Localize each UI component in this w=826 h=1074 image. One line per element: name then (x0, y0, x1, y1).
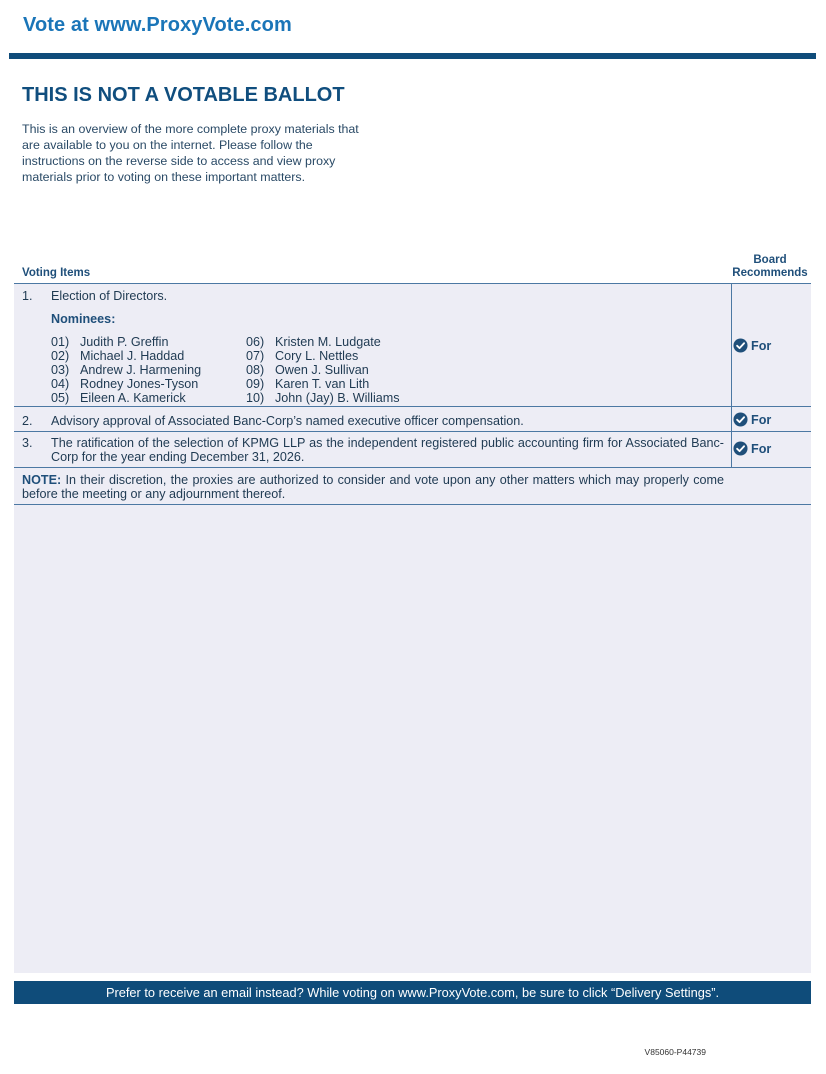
nominee-number: 05) (51, 391, 70, 405)
footer-message: Prefer to receive an email instead? While voting on www.ProxyVote.com, be sure to click “Delivery Settings”. (105, 985, 720, 1000)
note-text: In their discretion, the proxies are authorized to consider and vote upon any other matters which may properly come before the meeting or any adjournment thereof. (22, 473, 725, 501)
board-header-line2: Recommends (732, 267, 808, 279)
nominee (246, 349, 358, 363)
nominee-number: 08) (246, 363, 265, 377)
note-label: NOTE: (22, 473, 62, 487)
board-header-line1: Board (753, 254, 787, 266)
nominee-name: Andrew J. Harmening (80, 363, 202, 377)
recommendation-for (733, 338, 771, 353)
check-circle-icon (733, 441, 748, 456)
nominee-name: John (Jay) B. Williams (275, 391, 400, 405)
nominee-name: Karen T. van Lith (275, 377, 370, 391)
row-divider (14, 431, 811, 432)
nominee-number: 10) (246, 391, 265, 405)
nominee (51, 335, 168, 349)
vote-url-header: Vote at www.ProxyVote.com (23, 14, 292, 36)
item-text: The ratification of the selection of KPMG LLP as the independent registered public accounting firm for Associated Banc-Corp for the year ending December 31, 2026. (51, 436, 724, 464)
item-number: 1. (22, 289, 33, 303)
nominee-name: Rodney Jones-Tyson (80, 377, 199, 391)
delivery-settings-footer (14, 981, 811, 1004)
voting-items-header: Voting Items (22, 267, 91, 279)
nominee-number: 02) (51, 349, 70, 363)
recommendation-for (733, 441, 771, 456)
row-divider (14, 283, 811, 284)
nominee-number: 07) (246, 349, 265, 363)
check-circle-icon (733, 412, 748, 427)
recommendation-label: For (751, 441, 772, 456)
row-divider (14, 467, 811, 468)
nominee (246, 377, 369, 391)
nominee-number: 09) (246, 377, 265, 391)
nominee (51, 391, 186, 405)
intro-text: This is an overview of the more complete proxy materials that are available to you on the internet. Please follow the instructions on the reverse side to access and view proxy materials prior to voting on these important matters. (22, 122, 359, 184)
nominee (246, 391, 400, 405)
nominee (51, 349, 184, 363)
check-circle-icon (733, 338, 748, 353)
nominee-name: Eileen A. Kamerick (80, 391, 186, 405)
recommendation-for (733, 412, 771, 427)
note (22, 473, 724, 501)
nominee-name: Kristen M. Ludgate (275, 335, 381, 349)
nominee (246, 363, 369, 377)
item-text: Advisory approval of Associated Banc-Corp’s named executive officer compensation. (51, 414, 524, 428)
item-number: 3. (22, 436, 33, 450)
nominee-name: Cory L. Nettles (275, 349, 359, 363)
item-text: Election of Directors. (51, 289, 168, 303)
nominee (51, 377, 198, 391)
top-rule (9, 53, 816, 59)
board-recommends-header (728, 254, 812, 280)
document-code: V85060-P44739 (644, 1047, 706, 1057)
nominee-number: 06) (246, 335, 265, 349)
column-divider (731, 283, 732, 467)
nominees-label: Nominees: (51, 312, 116, 326)
nominee-name: Owen J. Sullivan (275, 363, 369, 377)
recommendation-label: For (751, 412, 772, 427)
row-divider (14, 406, 811, 407)
nominee (51, 363, 201, 377)
nominee (246, 335, 381, 349)
row-divider (14, 504, 811, 505)
nominee-number: 04) (51, 377, 70, 391)
nominee-number: 01) (51, 335, 70, 349)
nominee-number: 03) (51, 363, 70, 377)
nominee-name: Judith P. Greffin (80, 335, 169, 349)
recommendation-label: For (751, 338, 772, 353)
item-number: 2. (22, 414, 33, 428)
page-title: THIS IS NOT A VOTABLE BALLOT (22, 84, 345, 106)
nominee-name: Michael J. Haddad (80, 349, 185, 363)
